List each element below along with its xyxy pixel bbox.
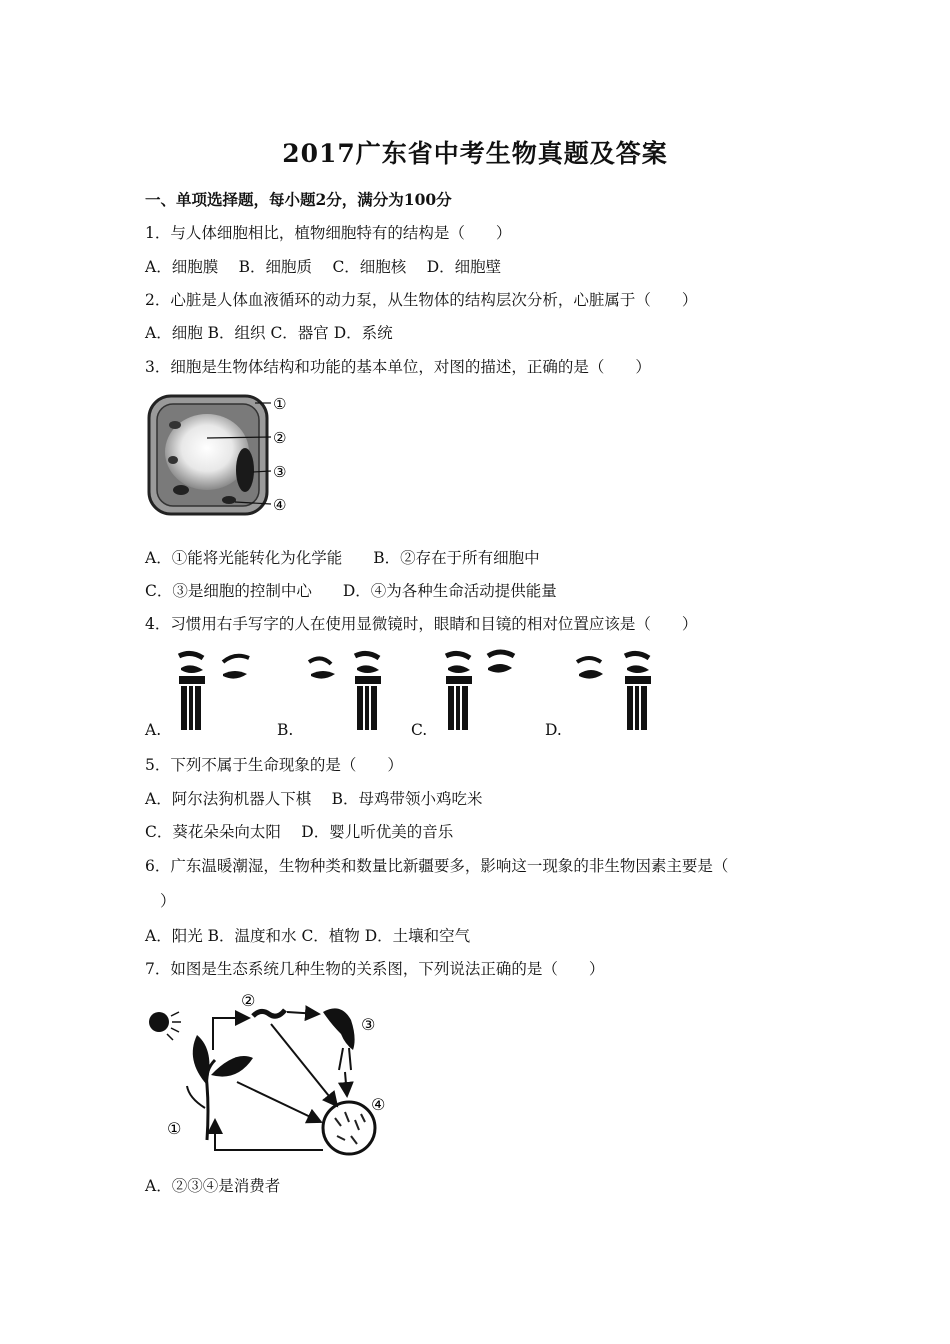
microscope-eye-figures [145,648,665,740]
q4-option-a-label: A. [145,721,162,739]
q5-options-cd: C．葵花朵朵向太阳 D．婴儿听优美的音乐 [145,823,454,841]
ecosystem-figure [145,990,395,1165]
q6-stem-continued: ） [160,892,176,910]
q2-options: A．细胞 B．组织 C．器官 D．系统 [145,324,393,342]
q5-stem: 5．下列不属于生命现象的是（ ） [145,756,403,774]
q3-stem: 3．细胞是生物体结构和功能的基本单位，对图的描述，正确的是（ ） [145,358,651,376]
q3-options-ab: A．①能将光能转化为化学能 B．②存在于所有细胞中 [145,549,540,567]
cell-label-3: ③ [273,463,287,481]
q3-options-cd: C．③是细胞的控制中心 D．④为各种生命活动提供能量 [145,582,557,600]
option-d-figure [577,653,651,730]
eco-label-1: ① [167,1119,182,1138]
plant-cell-figure [145,390,305,520]
q7-stem: 7．如图是生态系统几种生物的关系图，下列说法正确的是（ ） [145,960,605,978]
q7-option-a: A．②③④是消费者 [145,1177,281,1195]
q5-options-ab: A．阿尔法狗机器人下棋 B．母鸡带领小鸡吃米 [145,790,483,808]
q4-option-c-label: C. [411,721,428,739]
option-b-figure [309,653,381,730]
eco-label-2: ② [241,991,256,1010]
cell-label-1: ① [273,395,287,413]
q4-option-b-label: B. [277,721,294,739]
q6-stem: 6．广东温暖潮湿，生物种类和数量比新疆要多，影响这一现象的非生物因素主要是（ [145,857,729,875]
q1-stem: 1．与人体细胞相比，植物细胞特有的结构是（ ） [145,224,512,242]
q6-options: A．阳光 B．温度和水 C．植物 D．土壤和空气 [145,927,471,945]
q2-stem: 2．心脏是人体血液循环的动力泵，从生物体的结构层次分析，心脏属于（ ） [145,291,698,309]
option-c-figure [446,652,514,730]
cell-label-2: ② [273,429,287,447]
eco-label-3: ③ [361,1015,376,1034]
option-a-figure [179,653,249,730]
section-heading: 一、单项选择题，每小题2分，满分为100分 [145,190,452,209]
q4-option-d-label: D. [545,721,562,739]
eco-label-4: ④ [371,1095,386,1114]
q4-stem: 4．习惯用右手写字的人在使用显微镜时，眼睛和目镜的相对位置应该是（ ） [145,615,698,633]
page-title: 2017广东省中考生物真题及答案 [282,139,668,168]
q1-options: A．细胞膜 B．细胞质 C．细胞核 D．细胞壁 [145,258,502,276]
cell-label-4: ④ [273,496,287,514]
